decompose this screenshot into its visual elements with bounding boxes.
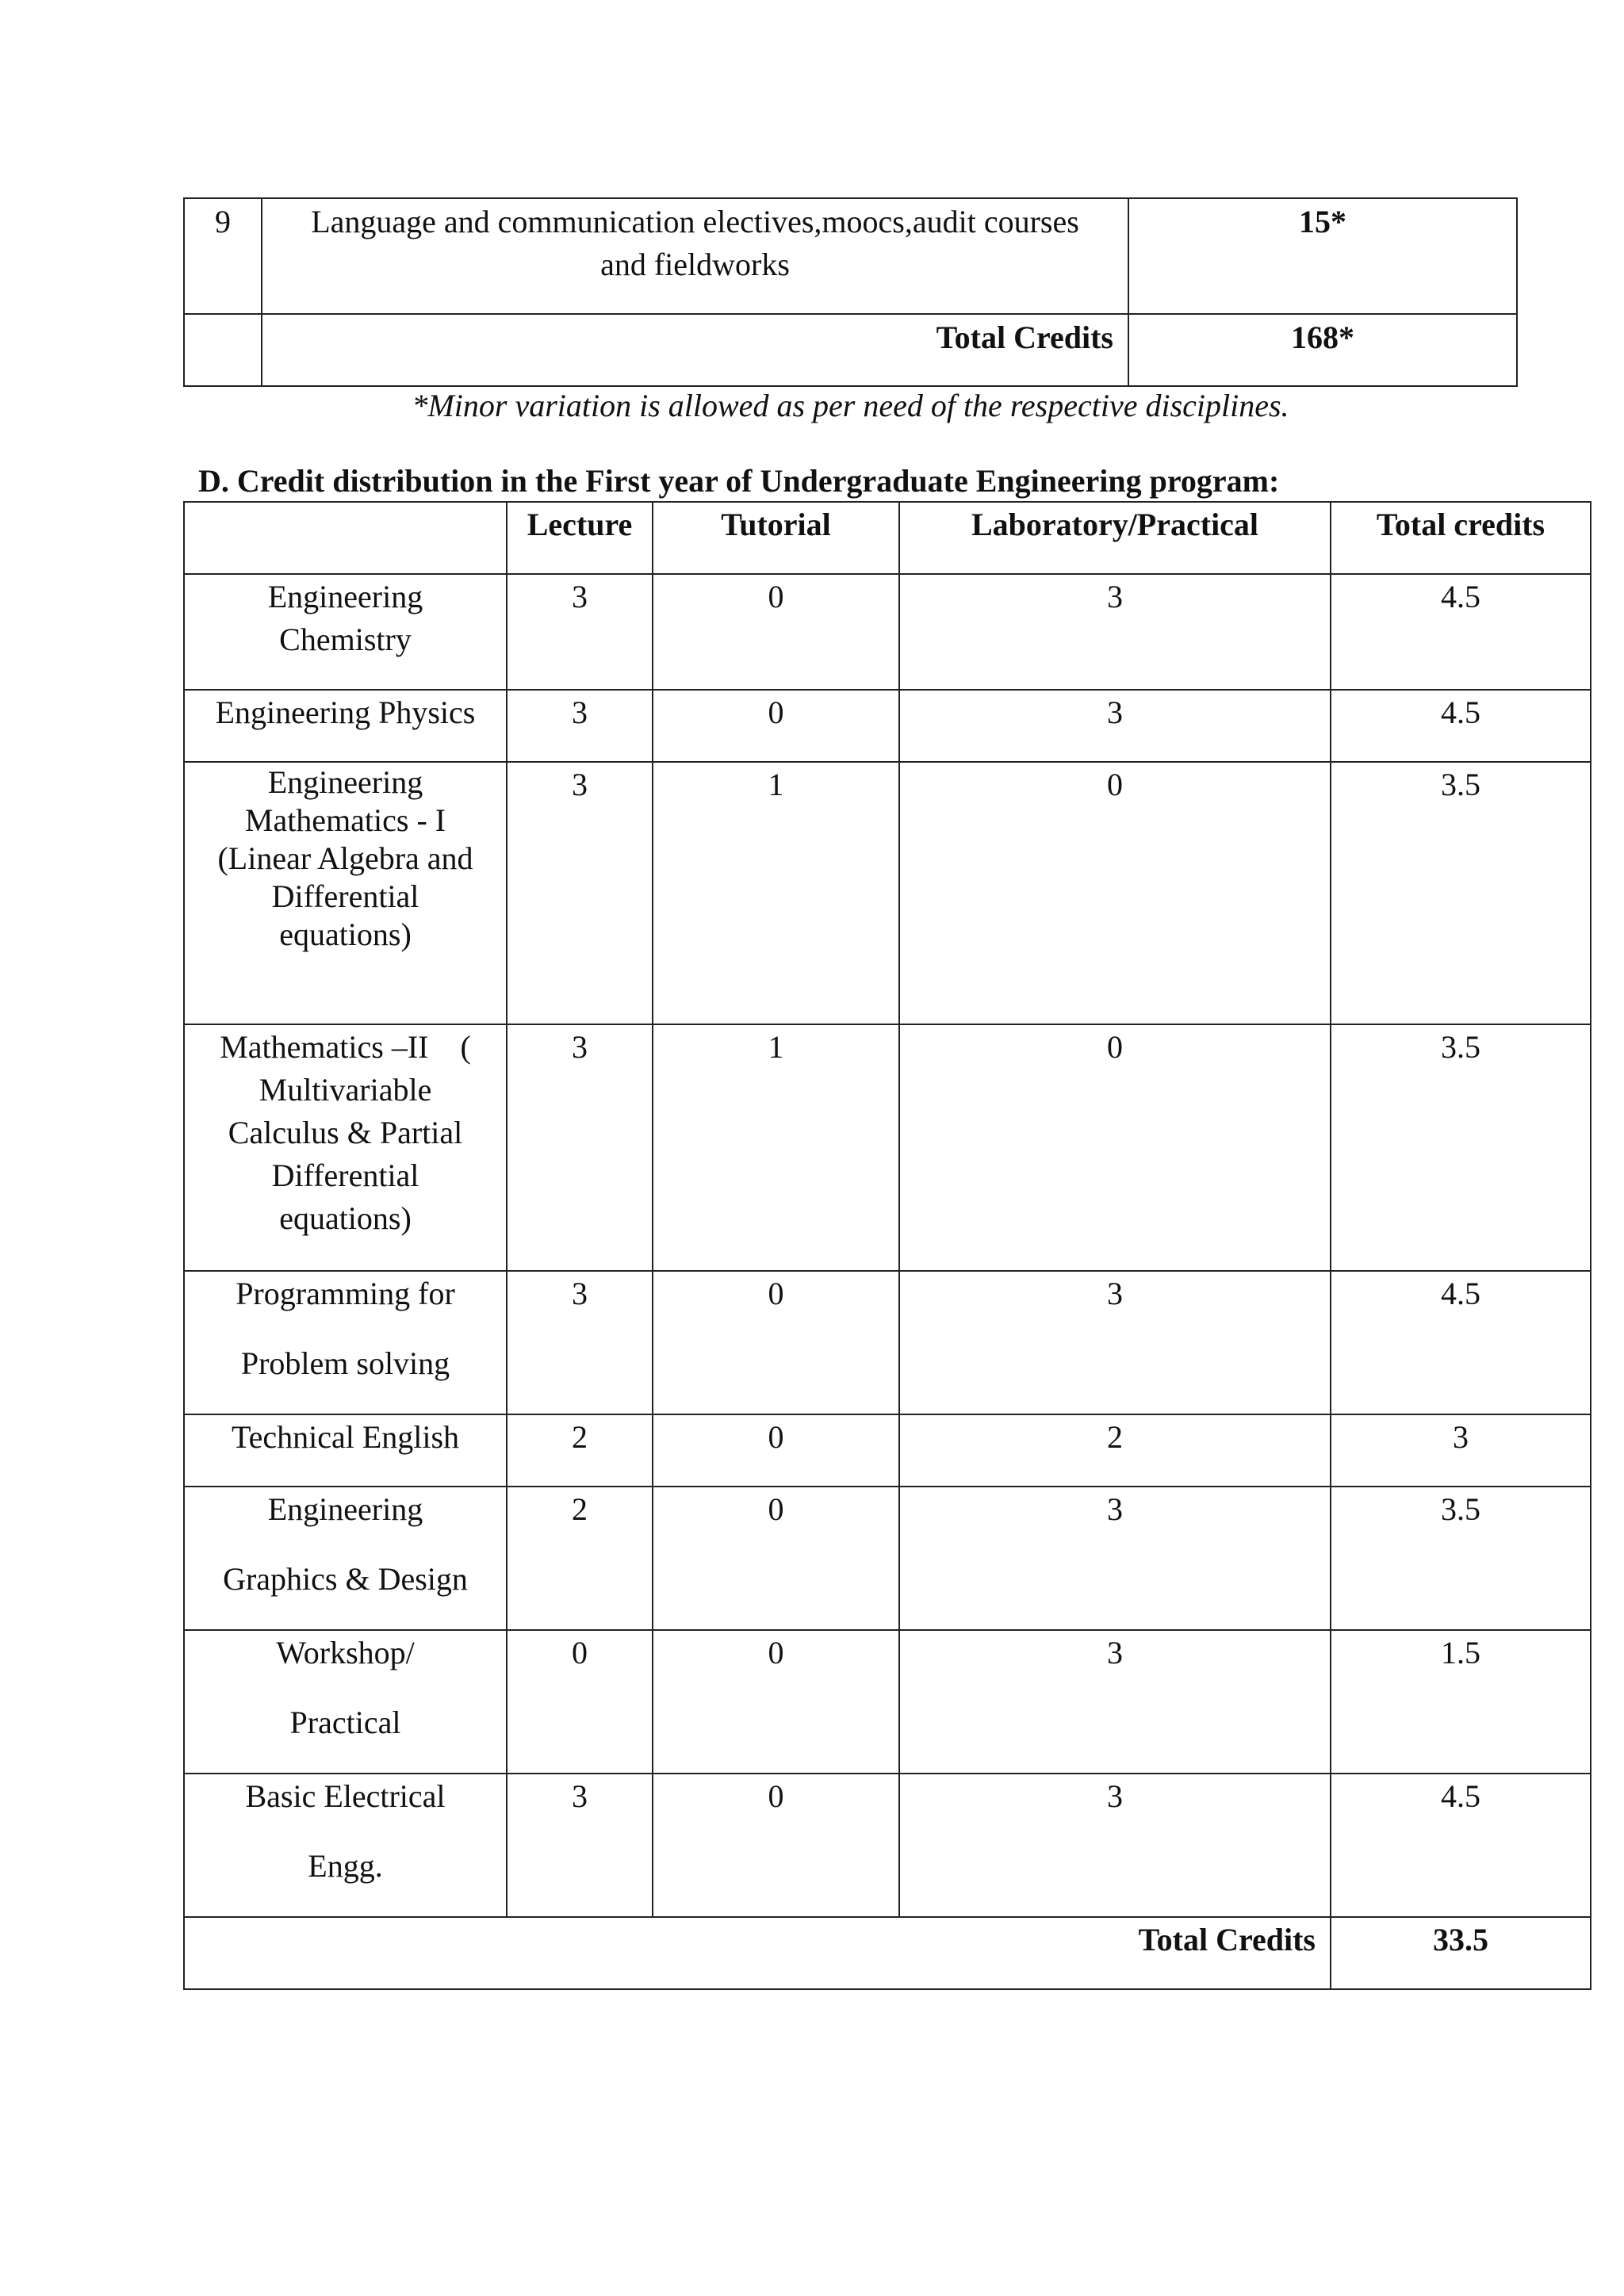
lecture-cell: 2 bbox=[507, 1414, 653, 1487]
tutorial-cell: 0 bbox=[653, 1414, 899, 1487]
subject-cell bbox=[184, 1414, 507, 1487]
total-label: Total Credits bbox=[184, 1917, 1331, 1989]
subject-line: Mathematics –II ( bbox=[220, 1029, 471, 1065]
description-line: Language and communication electives,moocs,audit courses bbox=[311, 204, 1079, 239]
total-row bbox=[184, 1917, 1591, 1989]
tutorial-cell: 0 bbox=[653, 690, 899, 762]
empty-cell bbox=[184, 314, 262, 386]
table-row bbox=[184, 198, 1517, 314]
tutorial-cell: 1 bbox=[653, 762, 899, 1024]
subject-cell bbox=[184, 1630, 507, 1774]
first-year-credit-table bbox=[183, 501, 1591, 1990]
subject-line: Mathematics - I bbox=[244, 802, 446, 838]
subject-line: Programming for bbox=[236, 1276, 455, 1311]
tutorial-cell: 0 bbox=[653, 1774, 899, 1917]
tutorial-cell: 0 bbox=[653, 1271, 899, 1414]
lecture-cell: 3 bbox=[507, 762, 653, 1024]
header-tutorial: Tutorial bbox=[653, 502, 899, 574]
total-row bbox=[184, 314, 1517, 386]
subject-line: equations) bbox=[279, 1200, 412, 1236]
lecture-cell: 2 bbox=[507, 1487, 653, 1630]
subject-line: equations) bbox=[279, 916, 412, 952]
table-row bbox=[184, 1414, 1591, 1487]
total-cell: 4.5 bbox=[1331, 574, 1591, 690]
program-credit-table bbox=[183, 197, 1518, 387]
total-cell: 4.5 bbox=[1331, 1271, 1591, 1414]
subject-cell bbox=[184, 1024, 507, 1271]
lab-cell: 3 bbox=[899, 574, 1331, 690]
header-row bbox=[184, 502, 1591, 574]
subject-line: (Linear Algebra and bbox=[217, 840, 473, 876]
lab-cell: 0 bbox=[899, 762, 1331, 1024]
total-value: 168* bbox=[1128, 314, 1517, 386]
subject-line: Multivariable bbox=[259, 1072, 432, 1108]
table-row bbox=[184, 574, 1591, 690]
subject-cell bbox=[184, 574, 507, 690]
subject-line: Calculus & Partial bbox=[228, 1115, 463, 1150]
subject-line: Differential bbox=[271, 878, 419, 914]
subject-line: Engineering bbox=[267, 579, 423, 614]
subject-line: Graphics & Design bbox=[223, 1561, 468, 1597]
total-cell: 4.5 bbox=[1331, 690, 1591, 762]
lecture-cell: 3 bbox=[507, 1774, 653, 1917]
total-cell: 3.5 bbox=[1331, 762, 1591, 1024]
total-value: 33.5 bbox=[1331, 1917, 1591, 1989]
subject-line: Basic Electrical bbox=[245, 1778, 446, 1814]
table-row bbox=[184, 690, 1591, 762]
subject-cell bbox=[184, 1487, 507, 1630]
subject-line: Workshop/ bbox=[276, 1635, 415, 1670]
total-cell: 1.5 bbox=[1331, 1630, 1591, 1774]
lab-cell: 3 bbox=[899, 1271, 1331, 1414]
lab-cell: 3 bbox=[899, 690, 1331, 762]
section-title: D. Credit distribution in the First year of Undergraduate Engineering program: bbox=[198, 463, 1280, 499]
tutorial-cell: 1 bbox=[653, 1024, 899, 1271]
row-description bbox=[262, 198, 1128, 314]
subject-line: Engineering bbox=[267, 1491, 423, 1527]
lab-cell: 2 bbox=[899, 1414, 1331, 1487]
table-row bbox=[184, 1024, 1591, 1271]
subject-line: Practical bbox=[289, 1705, 401, 1740]
tutorial-cell: 0 bbox=[653, 1630, 899, 1774]
subject-cell bbox=[184, 690, 507, 762]
lecture-cell: 3 bbox=[507, 1271, 653, 1414]
header-laboratory: Laboratory/Practical bbox=[899, 502, 1331, 574]
subject-line: Engineering bbox=[267, 764, 423, 800]
total-cell: 3.5 bbox=[1331, 1024, 1591, 1271]
subject-line: Differential bbox=[271, 1158, 419, 1193]
total-label: Total Credits bbox=[262, 314, 1128, 386]
lab-cell: 3 bbox=[899, 1487, 1331, 1630]
total-cell: 4.5 bbox=[1331, 1774, 1591, 1917]
table-row bbox=[184, 1774, 1591, 1917]
header-subject bbox=[184, 502, 507, 574]
header-total-credits: Total credits bbox=[1331, 502, 1591, 574]
lecture-cell: 0 bbox=[507, 1630, 653, 1774]
subject-line: Chemistry bbox=[279, 622, 412, 657]
lab-cell: 3 bbox=[899, 1630, 1331, 1774]
tutorial-cell: 0 bbox=[653, 574, 899, 690]
tutorial-cell: 0 bbox=[653, 1487, 899, 1630]
lab-cell: 3 bbox=[899, 1774, 1331, 1917]
lab-cell: 0 bbox=[899, 1024, 1331, 1271]
subject-line: Problem solving bbox=[240, 1345, 450, 1381]
row-number: 9 bbox=[184, 198, 262, 314]
footnote: *Minor variation is allowed as per need of the respective disciplines. bbox=[412, 388, 1289, 423]
subject-line: Technical English bbox=[231, 1419, 460, 1455]
total-cell: 3 bbox=[1331, 1414, 1591, 1487]
subject-line: Engineering Physics bbox=[215, 695, 476, 730]
lecture-cell: 3 bbox=[507, 1024, 653, 1271]
table-row bbox=[184, 1487, 1591, 1630]
header-lecture: Lecture bbox=[507, 502, 653, 574]
subject-cell bbox=[184, 1774, 507, 1917]
subject-cell bbox=[184, 762, 507, 1024]
description-line: and fieldworks bbox=[600, 247, 790, 282]
lecture-cell: 3 bbox=[507, 574, 653, 690]
row-credits: 15* bbox=[1128, 198, 1517, 314]
subject-cell bbox=[184, 1271, 507, 1414]
table-row bbox=[184, 1271, 1591, 1414]
subject-line: Engg. bbox=[308, 1848, 383, 1884]
table-row bbox=[184, 1630, 1591, 1774]
lecture-cell: 3 bbox=[507, 690, 653, 762]
table-row bbox=[184, 762, 1591, 1024]
total-cell: 3.5 bbox=[1331, 1487, 1591, 1630]
